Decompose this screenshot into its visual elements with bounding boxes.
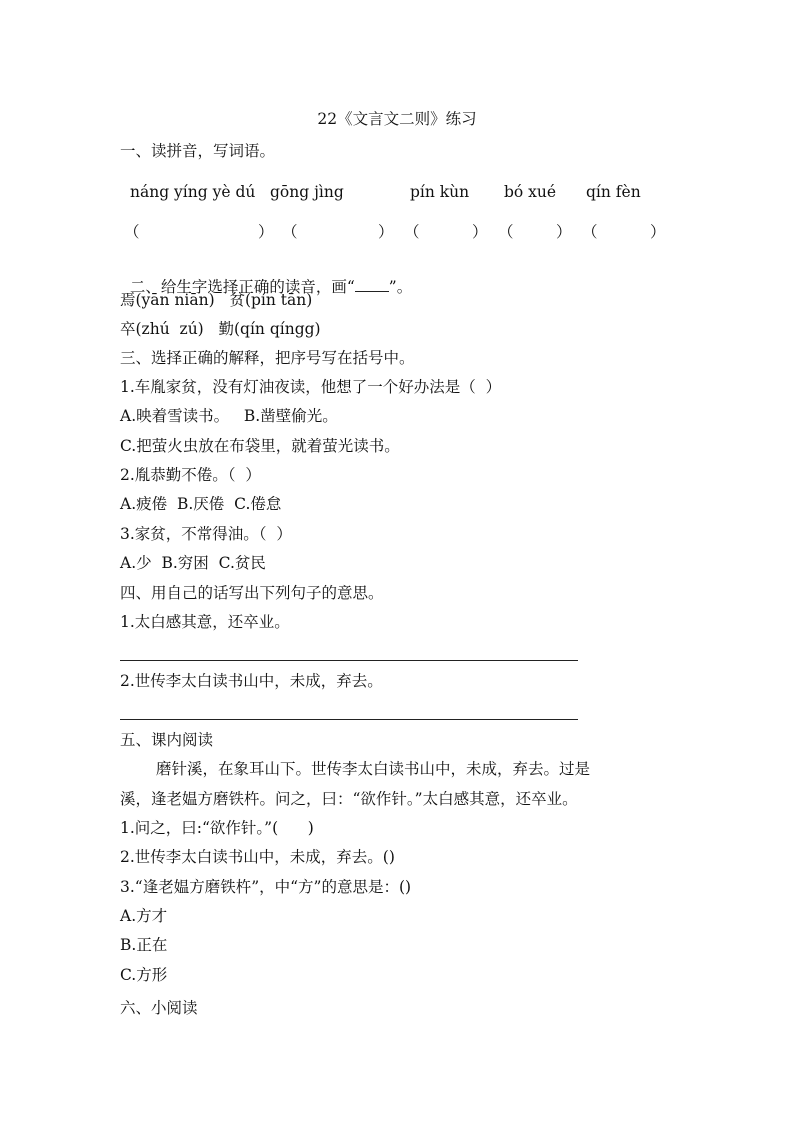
bracket-open: （ (282, 223, 298, 241)
bracket-close: ） (258, 223, 274, 241)
section5-option-b: B.正在 (120, 936, 168, 954)
pinyin-item: gōng jìng (270, 183, 344, 201)
section3-q2-options: A.疲倦 B.厌倦 C.倦怠 (120, 495, 282, 513)
section5-q3: 3.“逢老媪方磨铁杵”，中“方”的意思是：() (120, 878, 412, 896)
section5-option-c: C.方形 (120, 966, 168, 984)
section6-heading: 六、小阅读 (120, 999, 198, 1017)
bracket-open: （ (404, 223, 420, 241)
underline-blank (355, 290, 389, 292)
bracket-close: ） (472, 223, 488, 241)
page-title: 22《文言文二则》练习 (317, 110, 477, 128)
section4-q1: 1.太白感其意，还卒业。 (120, 613, 290, 631)
section3-q1-options-ab: A.映着雪读书。 B.凿壁偷光。 (120, 407, 338, 425)
pinyin-item: bó xué (504, 183, 557, 201)
section5-q1: 1.问之，曰:“欲作针。”( ) (120, 819, 314, 837)
bracket-close: ） (556, 223, 572, 241)
section5-passage-line1: 磨针溪，在象耳山下。世传李太白读书山中，未成，弃去。过是 (156, 760, 591, 778)
section4-answer-line-2[interactable] (120, 719, 578, 720)
section2-row1: 焉(yān niān) 贫(pín tān) (120, 291, 313, 309)
section4-answer-line-1[interactable] (120, 660, 578, 661)
section5-heading: 五、课内阅读 (120, 731, 214, 749)
section3-q1: 1.车胤家贫，没有灯油夜读，他想了一个好办法是（ ） (120, 378, 502, 396)
bracket-open: （ (582, 223, 598, 241)
section4-q2: 2.世传李太白读书山中，未成，弃去。 (120, 672, 383, 690)
section3-q1-option-c: C.把萤火虫放在布袋里，就着萤光读书。 (120, 437, 400, 455)
section5-option-a: A.方才 (120, 907, 168, 925)
pinyin-item: náng yíng yè dú (130, 183, 256, 201)
section4-heading: 四、用自己的话写出下列句子的意思。 (120, 584, 384, 602)
bracket-close: ） (378, 223, 394, 241)
pinyin-item: pín kùn (410, 183, 470, 201)
section3-heading: 三、选择正确的解释，把序号写在括号中。 (120, 349, 415, 367)
section3-q2: 2.胤恭勤不倦。（ ） (120, 466, 261, 484)
section3-q3: 3.家贫，不常得油。（ ） (120, 525, 292, 543)
section2-row2: 卒(zhú zú) 勤(qín qíngg) (120, 320, 321, 338)
section1-heading: 一、读拼音，写词语。 (120, 142, 276, 160)
section3-q3-options: A.少 B.穷困 C.贫民 (120, 554, 266, 572)
section2-heading-text: 二、给生字选择正确的读音，画“ (129, 277, 355, 296)
pinyin-item: qín fèn (586, 183, 641, 201)
section5-passage-line2: 溪，逢老媪方磨铁杵。问之，曰：“欲作针。”太白感其意，还卒业。 (120, 790, 578, 808)
section5-q2: 2.世传李太白读书山中，未成，弃去。() (120, 848, 395, 866)
bracket-open: （ (498, 223, 514, 241)
bracket-close: ） (650, 223, 666, 241)
section2-heading-end: ”。 (388, 277, 413, 296)
bracket-open: （ (124, 223, 140, 241)
